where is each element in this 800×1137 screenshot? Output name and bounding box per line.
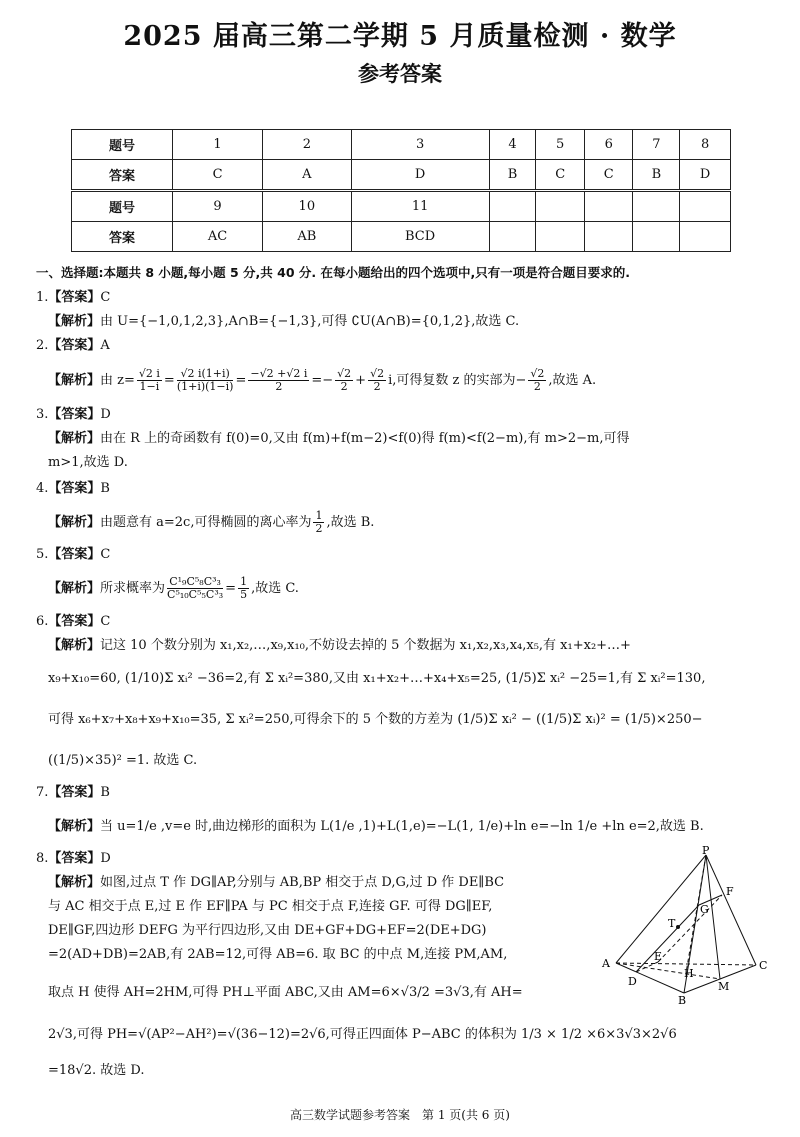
row-label: 题号 bbox=[72, 130, 173, 160]
table-cell bbox=[584, 191, 633, 222]
table-cell bbox=[680, 191, 731, 222]
table-cell: 4 bbox=[489, 130, 536, 160]
analysis-label: 【解析】 bbox=[48, 314, 101, 329]
table-cell: B bbox=[633, 160, 680, 191]
table-cell: 8 bbox=[680, 130, 731, 160]
analysis-label: 【解析】 bbox=[48, 431, 101, 446]
answer-table bbox=[71, 129, 731, 252]
frac-num: C¹₉C⁵₈C³₃ bbox=[167, 576, 223, 589]
table-cell bbox=[584, 222, 633, 252]
label-d: D bbox=[628, 975, 637, 988]
table-cell: C bbox=[173, 160, 263, 191]
table-cell bbox=[489, 191, 536, 222]
point-t bbox=[676, 925, 680, 929]
label-c: C bbox=[759, 959, 768, 972]
q2-analysis: 【解析】由 z= $\frac{√2 i}{1-i}$ = $\frac{√2 i(1+i)}{(1+i)(1-i)}$ = $\frac{-√2 +√2 i}{2}$ =− $\frac{√2}{2}$ + $\frac{√2}{2}$ i,可得复数 z 的实部为− $\frac{√2}{2}$ ,故选 A. bbox=[48, 367, 597, 393]
q5-analysis: 【解析】所求概率为 $\frac{\text{C¹₉C⁵₈C³₃}}{\text{C⁵₁₀C⁵₅C³₃}}$ = $\frac{1}{5}$ ,故选 C. bbox=[48, 575, 299, 601]
answer-value: D bbox=[100, 407, 111, 422]
analysis-label: 【解析】 bbox=[48, 581, 101, 596]
frac-num: −√2 +√2 i bbox=[250, 367, 308, 380]
analysis-label: 【解析】 bbox=[48, 638, 101, 653]
table-cell: C bbox=[536, 160, 585, 191]
segment-pm bbox=[706, 855, 720, 979]
text: ,故选 A. bbox=[548, 373, 597, 388]
answer-value: D bbox=[100, 851, 111, 866]
q2-answer bbox=[36, 337, 110, 355]
fraction bbox=[335, 368, 353, 393]
fraction bbox=[248, 368, 309, 393]
text: i,可得复数 z 的实部为− bbox=[388, 373, 527, 388]
table-cell: BCD bbox=[351, 222, 489, 252]
frac-den: 1−i bbox=[139, 380, 160, 393]
q8-analysis-cont: 与 AC 相交于点 E,过 E 作 EF∥PA 与 PC 相交于点 F,连接 GF. 可得 DG∥EF, bbox=[48, 899, 493, 914]
analysis-label: 【解析】 bbox=[48, 373, 101, 388]
q-num: 1. bbox=[36, 290, 49, 305]
q3-analysis-cont: m>1,故选 D. bbox=[48, 455, 128, 470]
q5-answer bbox=[36, 546, 110, 564]
answer-value: C bbox=[100, 614, 111, 629]
table-cell: 5 bbox=[536, 130, 585, 160]
table-row bbox=[72, 191, 731, 222]
edge-pa bbox=[616, 855, 706, 963]
answer-label: 【答案】 bbox=[48, 851, 101, 866]
frac-den: 2 bbox=[373, 380, 381, 393]
page-title: 2025 届高三第二学期 5 月质量检测 · 数学 bbox=[123, 21, 677, 52]
frac-den: C⁵₁₀C⁵₅C³₃ bbox=[167, 588, 224, 601]
tetrahedron-figure bbox=[596, 845, 776, 1005]
row-label: 答案 bbox=[72, 222, 173, 252]
segment-dg bbox=[636, 905, 699, 972]
label-f: F bbox=[726, 885, 734, 898]
frac-den: 5 bbox=[240, 588, 248, 601]
analysis-text: 由 U={−1,0,1,2,3},A∩B={−1,3},可得 ∁U(A∩B)={0,1,2},故选 C. bbox=[100, 314, 520, 329]
fraction bbox=[167, 576, 223, 601]
row-label: 题号 bbox=[72, 191, 173, 222]
answer-label: 【答案】 bbox=[48, 338, 101, 353]
q-num: 5. bbox=[36, 547, 49, 562]
answer-label: 【答案】 bbox=[48, 785, 101, 800]
table-cell: 11 bbox=[351, 191, 489, 222]
table-cell: B bbox=[489, 160, 536, 191]
text: 由 z= bbox=[100, 373, 135, 388]
row-label: 答案 bbox=[72, 160, 173, 191]
q6-analysis-cont: 可得 x₆+x₇+x₈+x₉+x₁₀=35, Σ xᵢ²=250,可得余下的 5 个数的方差为 (1/5)Σ xᵢ² − ((1/5)Σ xᵢ)² = (1/5)×250− bbox=[48, 712, 703, 727]
analysis-text: 由在 R 上的奇函数有 f(0)=0,又由 f(m)+f(m−2)<f(0)得 f(m)<f(2−m),有 m>2−m,可得 bbox=[100, 431, 630, 446]
q-num: 7. bbox=[36, 785, 49, 800]
table-cell: 9 bbox=[173, 191, 263, 222]
q-num: 6. bbox=[36, 614, 49, 629]
fraction bbox=[177, 368, 234, 393]
table-cell bbox=[680, 222, 731, 252]
q8-analysis-cont: 2√3,可得 PH=√(AP²−AH²)=√(36−12)=2√6,可得正四面体 P−ABC 的体积为 1/3 × 1/2 ×6×3√3×2√6 bbox=[48, 1027, 677, 1042]
analysis-label: 【解析】 bbox=[48, 819, 101, 834]
text: ,故选 B. bbox=[326, 515, 375, 530]
q-num: 4. bbox=[36, 481, 49, 496]
frac-den: 2 bbox=[275, 380, 283, 393]
q3-answer bbox=[36, 406, 111, 424]
frac-num: √2 bbox=[530, 367, 545, 380]
label-b: B bbox=[678, 994, 687, 1005]
table-cell: 6 bbox=[584, 130, 633, 160]
analysis-text: 当 u=1/e ,v=e 时,曲边梯形的面积为 L(1/e ,1)+L(1,e)=−L(1, 1/e)+ln e=−ln 1/e +ln e=2,故选 B. bbox=[100, 819, 704, 834]
table-cell: A bbox=[263, 160, 351, 191]
table-cell bbox=[633, 191, 680, 222]
frac-num: √2 i(1+i) bbox=[177, 368, 234, 381]
q7-analysis bbox=[48, 818, 704, 836]
table-cell: AC bbox=[173, 222, 263, 252]
q8-analysis-cont: DE∥GF,四边形 DEFG 为平行四边形,又由 DE+GF+DG+EF=2(DE+DG) bbox=[48, 923, 487, 938]
table-cell: C bbox=[584, 160, 633, 191]
q8-analysis-cont: =2(AD+DB)=2AB,有 2AB=12,可得 AB=6. 取 BC 的中点 M,连接 PM,AM, bbox=[48, 947, 508, 962]
answer-value: B bbox=[100, 785, 110, 800]
answer-value: C bbox=[100, 547, 111, 562]
analysis-label: 【解析】 bbox=[48, 875, 101, 890]
fraction bbox=[528, 368, 546, 393]
q8-analysis-cont: =18√2. 故选 D. bbox=[48, 1063, 145, 1078]
answer-value: B bbox=[100, 481, 110, 496]
q6-analysis-cont: ((1/5)×35)² =1. 故选 C. bbox=[48, 753, 198, 768]
q7-answer bbox=[36, 784, 110, 802]
analysis-label: 【解析】 bbox=[48, 515, 101, 530]
edge-ac bbox=[616, 963, 756, 965]
table-cell: 3 bbox=[351, 130, 489, 160]
frac-num: √2 bbox=[337, 367, 352, 380]
section-heading: 一、选择题:本题共 8 小题,每小题 5 分,共 40 分. 在每小题给出的四个选项中,只有一项是符合题目要求的. bbox=[36, 265, 630, 280]
answer-label: 【答案】 bbox=[48, 290, 101, 305]
q8-analysis bbox=[48, 874, 504, 892]
frac-num: √2 i bbox=[138, 367, 160, 380]
table-cell: 1 bbox=[173, 130, 263, 160]
table-cell bbox=[633, 222, 680, 252]
q-num: 3. bbox=[36, 407, 49, 422]
q-num: 2. bbox=[36, 338, 49, 353]
label-m: M bbox=[718, 980, 730, 993]
table-cell: 2 bbox=[263, 130, 351, 160]
frac-den: (1+i)(1−i) bbox=[176, 380, 234, 393]
table-row bbox=[72, 160, 731, 191]
frac-den: 2 bbox=[315, 522, 323, 535]
frac-num: √2 bbox=[370, 367, 385, 380]
table-cell: 7 bbox=[633, 130, 680, 160]
label-p: P bbox=[702, 845, 710, 857]
page-subtitle: 参考答案 bbox=[358, 61, 442, 86]
text: ,故选 C. bbox=[251, 581, 299, 596]
label-g: G bbox=[700, 903, 709, 916]
table-cell: D bbox=[351, 160, 489, 191]
table-cell: D bbox=[680, 160, 731, 191]
q6-analysis bbox=[48, 637, 631, 655]
label-h: H bbox=[684, 967, 694, 980]
frac-num: 1 bbox=[315, 509, 323, 522]
table-cell bbox=[536, 222, 585, 252]
table-cell bbox=[536, 191, 585, 222]
fraction bbox=[238, 576, 249, 601]
fraction bbox=[313, 510, 324, 535]
label-a: A bbox=[602, 957, 610, 970]
frac-den: 2 bbox=[533, 380, 541, 393]
q1-analysis bbox=[48, 313, 519, 331]
text: 由题意有 a=2c,可得椭圆的离心率为 bbox=[100, 515, 312, 530]
table-cell: 10 bbox=[263, 191, 351, 222]
page-footer: 高三数学试题参考答案 第 1 页(共 6 页) bbox=[290, 1108, 510, 1122]
q6-answer bbox=[36, 613, 110, 631]
table-cell bbox=[489, 222, 536, 252]
fraction bbox=[368, 368, 386, 393]
q6-analysis-cont: x₉+x₁₀=60, (1/10)Σ xᵢ² −36=2,有 Σ xᵢ²=380,又由 x₁+x₂+…+x₄+x₅=25, (1/5)Σ xᵢ² −25=1,有 Σ xᵢ²=130, bbox=[48, 671, 706, 686]
analysis-text: 记这 10 个数分别为 x₁,x₂,…,x₉,x₁₀,不妨设去掉的 5 个数据为 x₁,x₂,x₃,x₄,x₅,有 x₁+x₂+…+ bbox=[100, 638, 631, 653]
text: 所求概率为 bbox=[100, 581, 166, 596]
analysis-text: 如图,过点 T 作 DG∥AP,分别与 AB,BP 相交于点 D,G,过 D 作 DE∥BC bbox=[100, 875, 505, 890]
q3-analysis bbox=[48, 430, 629, 448]
frac-num: 1 bbox=[240, 575, 248, 588]
table-cell: AB bbox=[263, 222, 351, 252]
answer-label: 【答案】 bbox=[48, 547, 101, 562]
q8-answer bbox=[36, 850, 111, 868]
edge-ab bbox=[616, 963, 684, 993]
q4-answer bbox=[36, 480, 110, 498]
table-row bbox=[72, 222, 731, 252]
q1-answer bbox=[36, 289, 110, 307]
label-e: E bbox=[654, 950, 663, 963]
q4-analysis bbox=[48, 510, 374, 535]
answer-value: A bbox=[100, 338, 110, 353]
answer-label: 【答案】 bbox=[48, 614, 101, 629]
frac-den: 2 bbox=[340, 380, 348, 393]
edge-pc bbox=[706, 855, 756, 965]
label-t: T bbox=[668, 917, 676, 930]
fraction bbox=[137, 368, 162, 393]
answer-label: 【答案】 bbox=[48, 407, 101, 422]
q8-analysis-cont: 取点 H 使得 AH=2HM,可得 PH⊥平面 ABC,又由 AM=6×√3/2 =3√3,有 AH= bbox=[48, 985, 523, 1000]
answer-value: C bbox=[100, 290, 111, 305]
q-num: 8. bbox=[36, 851, 49, 866]
answer-label: 【答案】 bbox=[48, 481, 101, 496]
table-row bbox=[72, 130, 731, 160]
